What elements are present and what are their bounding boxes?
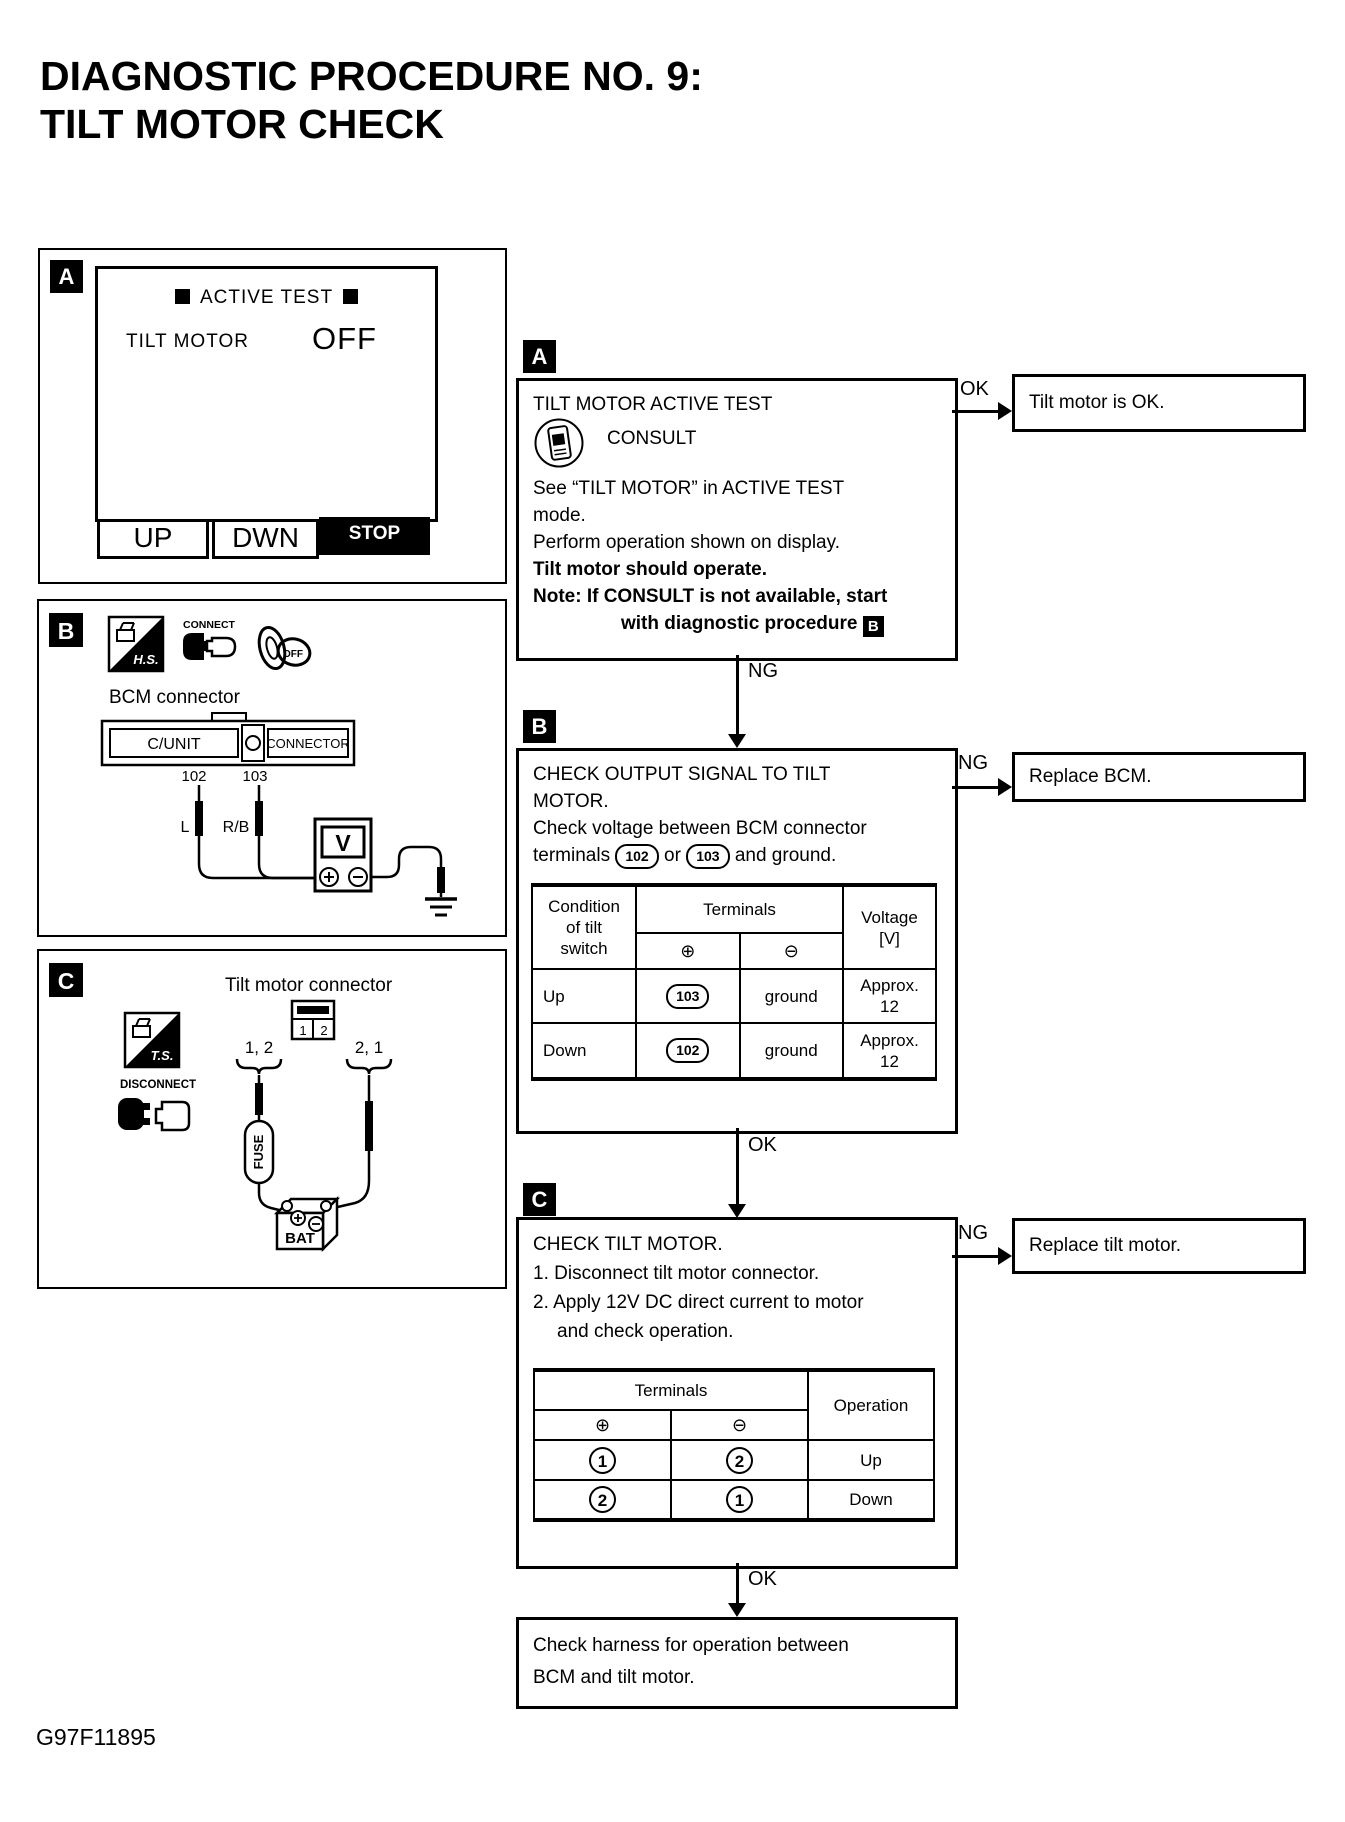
flow-b-ng-label: NG: [958, 752, 988, 774]
flow-c-badge: C: [523, 1183, 556, 1216]
panel-b-badge: B: [57, 618, 75, 644]
flow-c-title: CHECK TILT MOTOR.: [533, 1234, 723, 1255]
flow-step-b-box: [516, 748, 958, 1134]
flow-step-a-box: [516, 378, 958, 661]
flow-b-title1: CHECK OUTPUT SIGNAL TO TILT: [533, 764, 831, 785]
flow-c-ng-line: [952, 1255, 998, 1258]
battery-label: BAT: [285, 1230, 315, 1247]
wire-103: [259, 785, 317, 878]
flow-b-ng-arrowhead: [998, 778, 1012, 796]
table-header-voltage: Voltage [V]: [843, 885, 936, 969]
strip-left-label: C/UNIT: [147, 736, 201, 753]
flow-a-ng-label: NG: [748, 660, 778, 682]
tilt-motor-connector-diagram: [39, 951, 505, 1287]
circled-plus-icon: ⊕: [594, 1414, 611, 1436]
connect-label: CONNECT: [183, 619, 235, 631]
flow-c-ok-label: OK: [748, 1568, 777, 1590]
result-replace-tilt-motor: Replace tilt motor.: [1012, 1218, 1306, 1274]
flow-a-note-line1: Note: If CONSULT is not available, start: [533, 586, 888, 607]
terminal-103-label: 103: [242, 768, 268, 785]
panel-c-badge: C: [57, 968, 75, 994]
flow-a-ng-arrowhead: [728, 734, 746, 748]
fuse-label: FUSE: [251, 1134, 266, 1170]
fuse: [245, 1121, 273, 1183]
flow-a-line2: Perform operation shown on display.: [533, 532, 840, 553]
probe-left-label: 1, 2: [244, 1038, 274, 1057]
table-row: 1 2 Up: [534, 1440, 934, 1480]
flow-c-line1: 1. Disconnect tilt motor connector.: [533, 1263, 820, 1284]
flow-a-ok-line: [952, 410, 998, 413]
screen-up-button: UP: [97, 519, 209, 559]
black-square-icon: [175, 289, 190, 304]
panel-a-badge: A: [50, 260, 83, 293]
screen-title: ACTIVE TEST: [199, 287, 334, 308]
terminal-102-label: 102: [181, 768, 207, 785]
page-title-line1: DIAGNOSTIC PROCEDURE NO. 9:: [40, 53, 703, 99]
table-row: Down 102 ground Approx. 12: [532, 1023, 936, 1079]
motor-operation-table: [533, 1368, 935, 1522]
circled-minus-icon: ⊖: [731, 1414, 748, 1436]
figure-code: G97F11895: [36, 1724, 156, 1750]
wire-color-l: L: [180, 819, 190, 836]
flow-b-ok-line: [736, 1128, 739, 1205]
flow-b-title2: MOTOR.: [533, 791, 609, 812]
bcm-connector-caption: BCM connector: [109, 687, 240, 708]
flow-b-ng-line: [952, 786, 998, 789]
circled-terminal-1: 1: [726, 1486, 753, 1513]
flow-a-ok-arrowhead: [998, 402, 1012, 420]
wire-color-rb: R/B: [222, 819, 250, 836]
ts-label: T.S.: [150, 1048, 174, 1063]
key-off-label: OFF: [283, 649, 303, 660]
consult-screen: [95, 266, 438, 522]
table-header-plus: [534, 1410, 671, 1440]
flow-a-badge: A: [523, 340, 556, 373]
ts-tool-icon: [125, 1013, 179, 1067]
flow-a-line3: Tilt motor should operate.: [533, 559, 767, 580]
bcm-connector-strip: [102, 713, 354, 765]
screen-item-label: TILT MOTOR: [126, 331, 249, 352]
black-square-icon: [343, 289, 358, 304]
flow-a-note-ref-badge: B: [863, 616, 884, 637]
terminal-pill-103: 103: [666, 984, 709, 1009]
pin-2-label: 2: [320, 1023, 328, 1038]
table-header-terminals: Terminals: [636, 885, 843, 933]
flow-final-box: [516, 1617, 958, 1709]
tilt-motor-connector-caption: Tilt motor connector: [225, 975, 393, 996]
result-tilt-motor-ok: Tilt motor is OK.: [1012, 374, 1306, 432]
pin-1-label: 1: [299, 1023, 307, 1038]
consult-device-icon: [533, 417, 585, 469]
table-header-minus: [671, 1410, 808, 1440]
panel-bcm-connector: [37, 599, 507, 937]
table-row: Up 103 ground Approx. 12: [532, 969, 936, 1023]
screen-item-value: OFF: [312, 321, 377, 356]
ground-wire: [371, 847, 441, 897]
final-line2: BCM and tilt motor.: [533, 1667, 695, 1688]
table-header-plus: [636, 933, 740, 969]
page-title: [40, 52, 703, 148]
flow-c-ng-label: NG: [958, 1222, 988, 1244]
flow-b-body1: Check voltage between BCM connector: [533, 818, 867, 839]
table-row: 2 1 Down: [534, 1480, 934, 1520]
ignition-key-off-icon: [255, 625, 313, 672]
strip-right-label: CONNECTOR: [266, 736, 350, 751]
circled-plus-icon: ⊕: [680, 940, 696, 962]
right-test-wire: [329, 1075, 369, 1209]
flow-b-body2: terminals 102 or 103 and ground.: [533, 842, 947, 869]
probe-right-label: 2, 1: [354, 1038, 384, 1057]
hs-tool-icon: [109, 617, 163, 671]
flow-b-ok-arrowhead: [728, 1204, 746, 1218]
flow-c-line2a: 2. Apply 12V DC direct current to motor: [533, 1292, 864, 1313]
screen-stop-button: STOP: [319, 517, 430, 555]
ground-symbol: [425, 899, 457, 915]
battery-negative-post: [321, 1201, 331, 1211]
flow-c-ok-line: [736, 1563, 739, 1604]
probe-right-brace: [347, 1059, 391, 1074]
battery: [277, 1199, 337, 1249]
bcm-connector-diagram: [39, 601, 505, 935]
panel-tilt-motor-connector: [37, 949, 507, 1289]
circled-terminal-2: 2: [726, 1447, 753, 1474]
flow-c-ng-arrowhead: [998, 1247, 1012, 1265]
voltmeter: [315, 819, 371, 891]
flow-a-ok-label: OK: [960, 378, 989, 400]
flow-a-line1a: See “TILT MOTOR” in ACTIVE TEST: [533, 478, 845, 499]
consult-label: CONSULT: [607, 428, 697, 449]
circled-terminal-2: 2: [589, 1486, 616, 1513]
final-line1: Check harness for operation between: [533, 1635, 849, 1656]
table-header-operation: Operation: [808, 1370, 934, 1440]
table-header-minus: [740, 933, 844, 969]
terminal-pill-102: 102: [615, 844, 658, 869]
flow-c-line2b: and check operation.: [557, 1321, 734, 1342]
flow-a-line1b: mode.: [533, 505, 586, 526]
terminal-pill-103: 103: [686, 844, 729, 869]
flow-b-ok-label: OK: [748, 1134, 777, 1156]
disconnect-icon: [118, 1098, 189, 1130]
connect-icon: [183, 619, 236, 660]
panel-consult-screen: [38, 248, 507, 584]
table-header-condition: Condition of tilt switch: [532, 885, 636, 969]
battery-positive-post: [282, 1201, 292, 1211]
connector-pin-box: [292, 1001, 334, 1039]
flow-a-title: TILT MOTOR ACTIVE TEST: [533, 394, 773, 415]
hs-label: H.S.: [133, 652, 159, 667]
fuse-to-battery-wire: [259, 1183, 283, 1211]
page-title-line2: TILT MOTOR CHECK: [40, 101, 444, 147]
disconnect-label: DISCONNECT: [120, 1079, 197, 1091]
flow-b-badge: B: [523, 710, 556, 743]
voltage-check-table: [531, 883, 937, 1081]
screen-header: [98, 287, 435, 309]
voltmeter-label: V: [335, 830, 351, 856]
flow-c-ok-arrowhead: [728, 1603, 746, 1617]
flow-a-ng-line: [736, 655, 739, 735]
flow-a-note-line2: with diagnostic procedure B: [533, 610, 947, 637]
screen-down-button: DWN: [212, 519, 319, 559]
flow-step-c-box: [516, 1217, 958, 1569]
table-header-terminals: Terminals: [534, 1370, 808, 1410]
probe-left-brace: [237, 1059, 281, 1074]
circled-minus-icon: ⊖: [783, 940, 799, 962]
circled-terminal-1: 1: [589, 1447, 616, 1474]
terminal-pill-102: 102: [666, 1038, 709, 1063]
result-replace-bcm: Replace BCM.: [1012, 752, 1306, 802]
